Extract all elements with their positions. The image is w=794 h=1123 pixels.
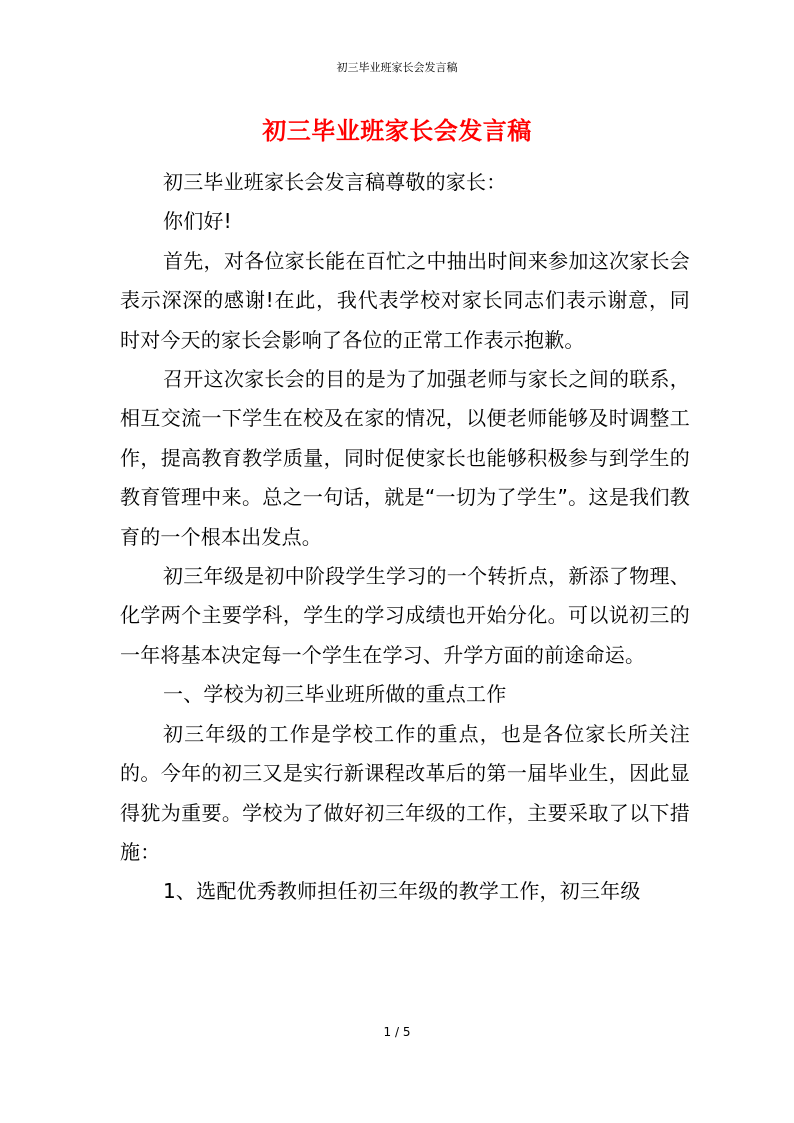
document-body	[120, 163, 690, 912]
paragraph-thanks: 首先，对各位家长能在百忙之中抽出时间来参加这次家长会表示深深的感谢!在此，我代表学校对家长同志们表示谢意，同时对今天的家长会影响了各位的正常工作表示抱歉。	[120, 248, 690, 352]
paragraph-greeting: 你们好!	[163, 209, 232, 234]
paragraph-purpose: 召开这次家长会的目的是为了加强老师与家长之间的联系，相互交流一下学生在校及在家的情况，以便老师能够及时调整工作，提高教育教学质量，同时促使家长也能够积极参与到学生的教育管理中来。总之一句话，就是“一切为了学生”。这是我们教育的一个根本出发点。	[120, 367, 690, 549]
paragraph-measure-one: 1、选配优秀教师担任初三年级的教学工作，初三年级	[163, 879, 641, 904]
page-number: 1 / 5	[383, 1025, 411, 1039]
section-heading: 一、学校为初三毕业班所做的重点工作	[163, 682, 507, 707]
running-header: 初三毕业班家长会发言稿	[336, 61, 458, 74]
paragraph-grade-nine: 初三年级是初中阶段学生学习的一个转折点，新添了物理、化学两个主要学科，学生的学习成绩也开始分化。可以说初三的一年将基本决定每一个学生在学习、升学方面的前途命运。	[120, 564, 690, 667]
paragraph-salutation: 初三毕业班家长会发言稿尊敬的家长：	[163, 170, 507, 194]
paragraph-key-work: 初三年级的工作是学校工作的重点，也是各位家长所关注的。今年的初三又是实行新课程改革后的第一届毕业生，因此显得犹为重要。学校为了做好初三年级的工作，主要采取了以下措施：	[120, 721, 690, 864]
document-title: 初三毕业班家长会发言稿	[262, 117, 532, 145]
